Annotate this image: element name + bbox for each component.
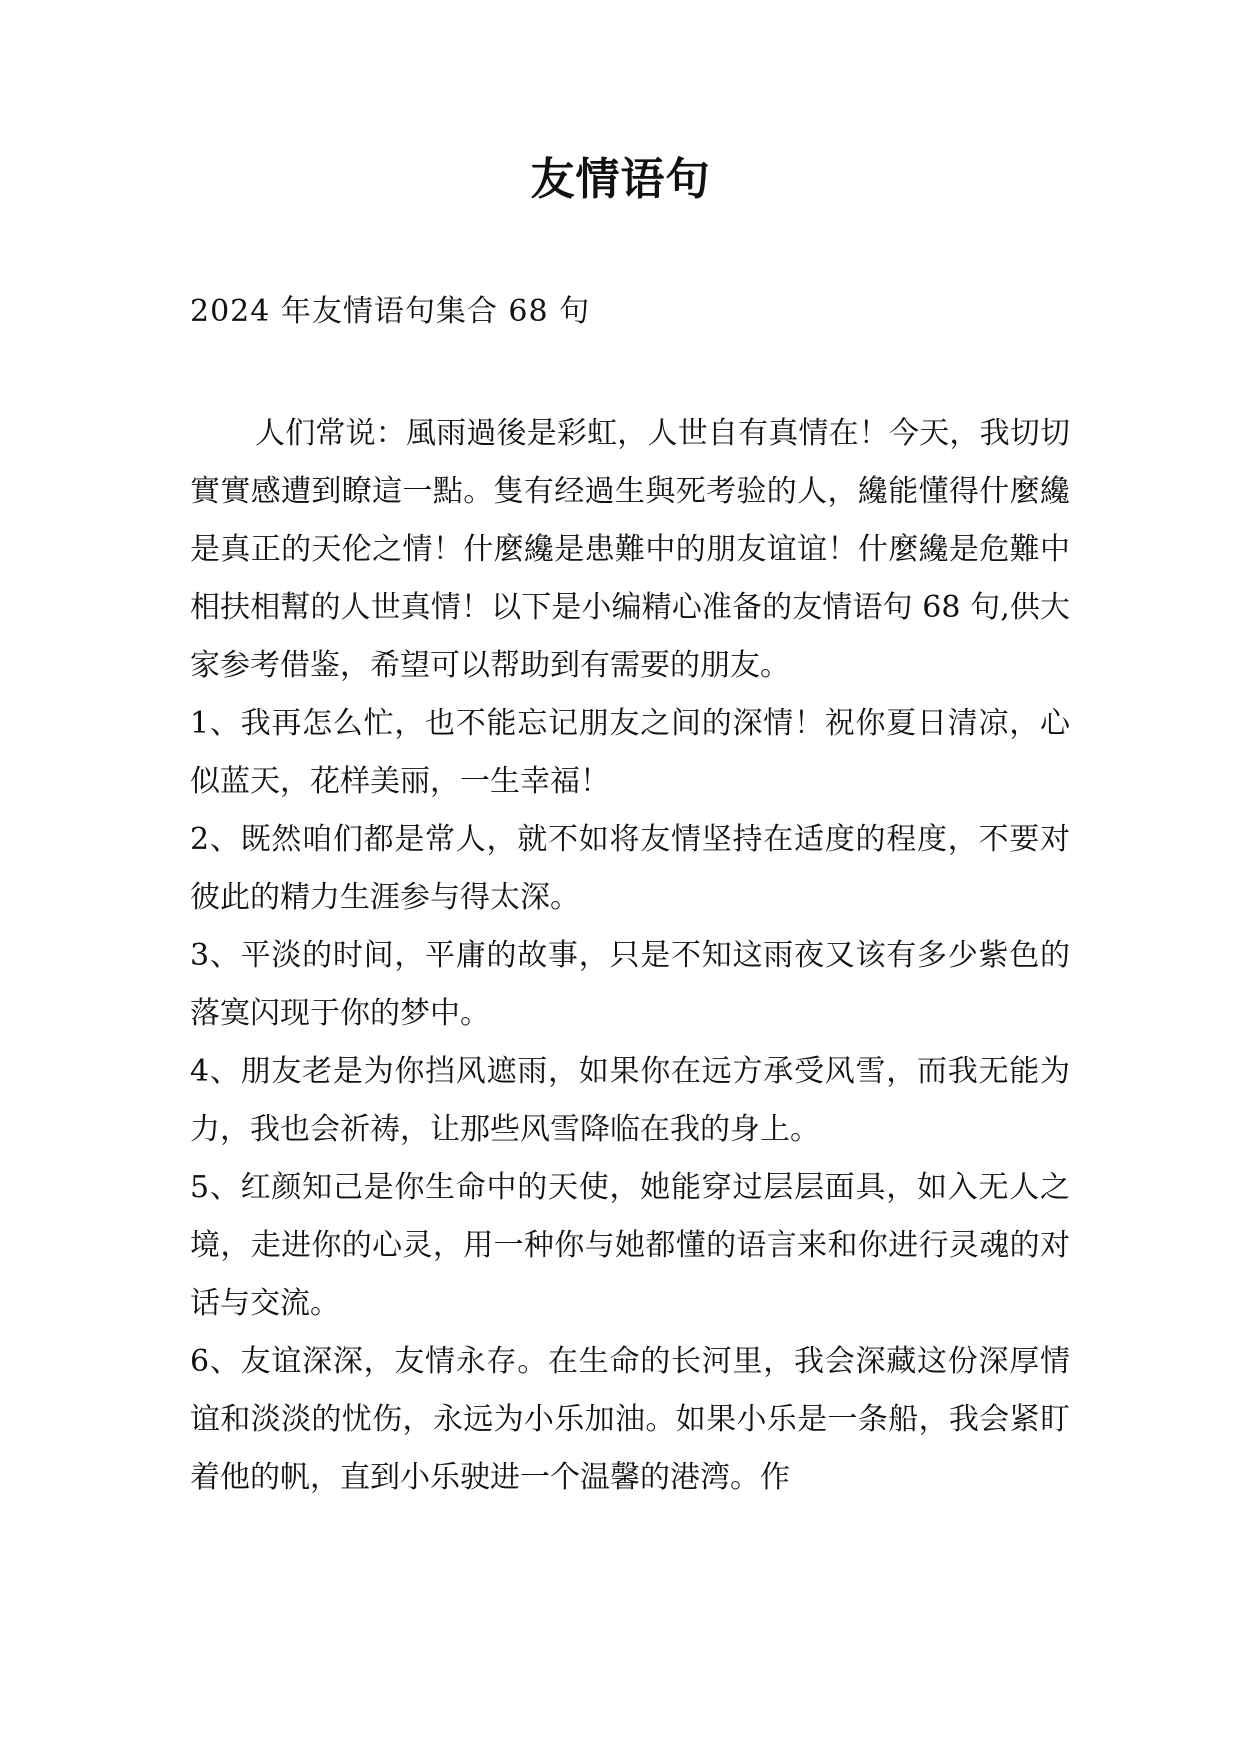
- list-item: 5、红颜知己是你生命中的天使，她能穿过层层面具，如入无人之境，走进你的心灵，用一种你与她都懂的语言来和你进行灵魂的对话与交流。: [190, 1170, 1070, 1321]
- document-body: [190, 405, 1070, 1507]
- list-item: 4、朋友老是为你挡风遮雨，如果你在远方承受风雪，而我无能为力，我也会祈祷，让那些风雪降临在我的身上。: [190, 1054, 1070, 1147]
- intro-paragraph: 人们常说：風雨過後是彩虹，人世自有真情在！今天，我切切實實感遭到瞭這一點。隻有经過生與死考验的人，纔能懂得什麼纔是真正的天伦之情！什麼纔是患難中的朋友谊谊！什麼纔是危難中相扶相幫的人世真情！以下是小编精心准备的友情语句 68 句,供大家参考借鉴，希望可以帮助到有需要的朋友。: [190, 416, 1070, 683]
- list-item: 3、平淡的时间，平庸的故事，只是不知这雨夜又该有多少紫色的落寞闪现于你的梦中。: [190, 938, 1070, 1031]
- document-subtitle: 2024 年友情语句集合 68 句: [190, 294, 591, 329]
- document-title: 友情语句: [530, 154, 711, 205]
- list-item: 2、既然咱们都是常人，就不如将友情坚持在适度的程度，不要对彼此的精力生涯参与得太深。: [190, 822, 1070, 915]
- list-item: 1、我再怎么忙，也不能忘记朋友之间的深情！祝你夏日清凉，心似蓝天，花样美丽，一生幸福！: [190, 706, 1070, 799]
- list-item: 6、友谊深深，友情永存。在生命的长河里，我会深藏这份深厚情谊和淡淡的忧伤，永远为小乐加油。如果小乐是一条船，我会紧盯着他的帆，直到小乐驶进一个温馨的港湾。作: [190, 1344, 1070, 1495]
